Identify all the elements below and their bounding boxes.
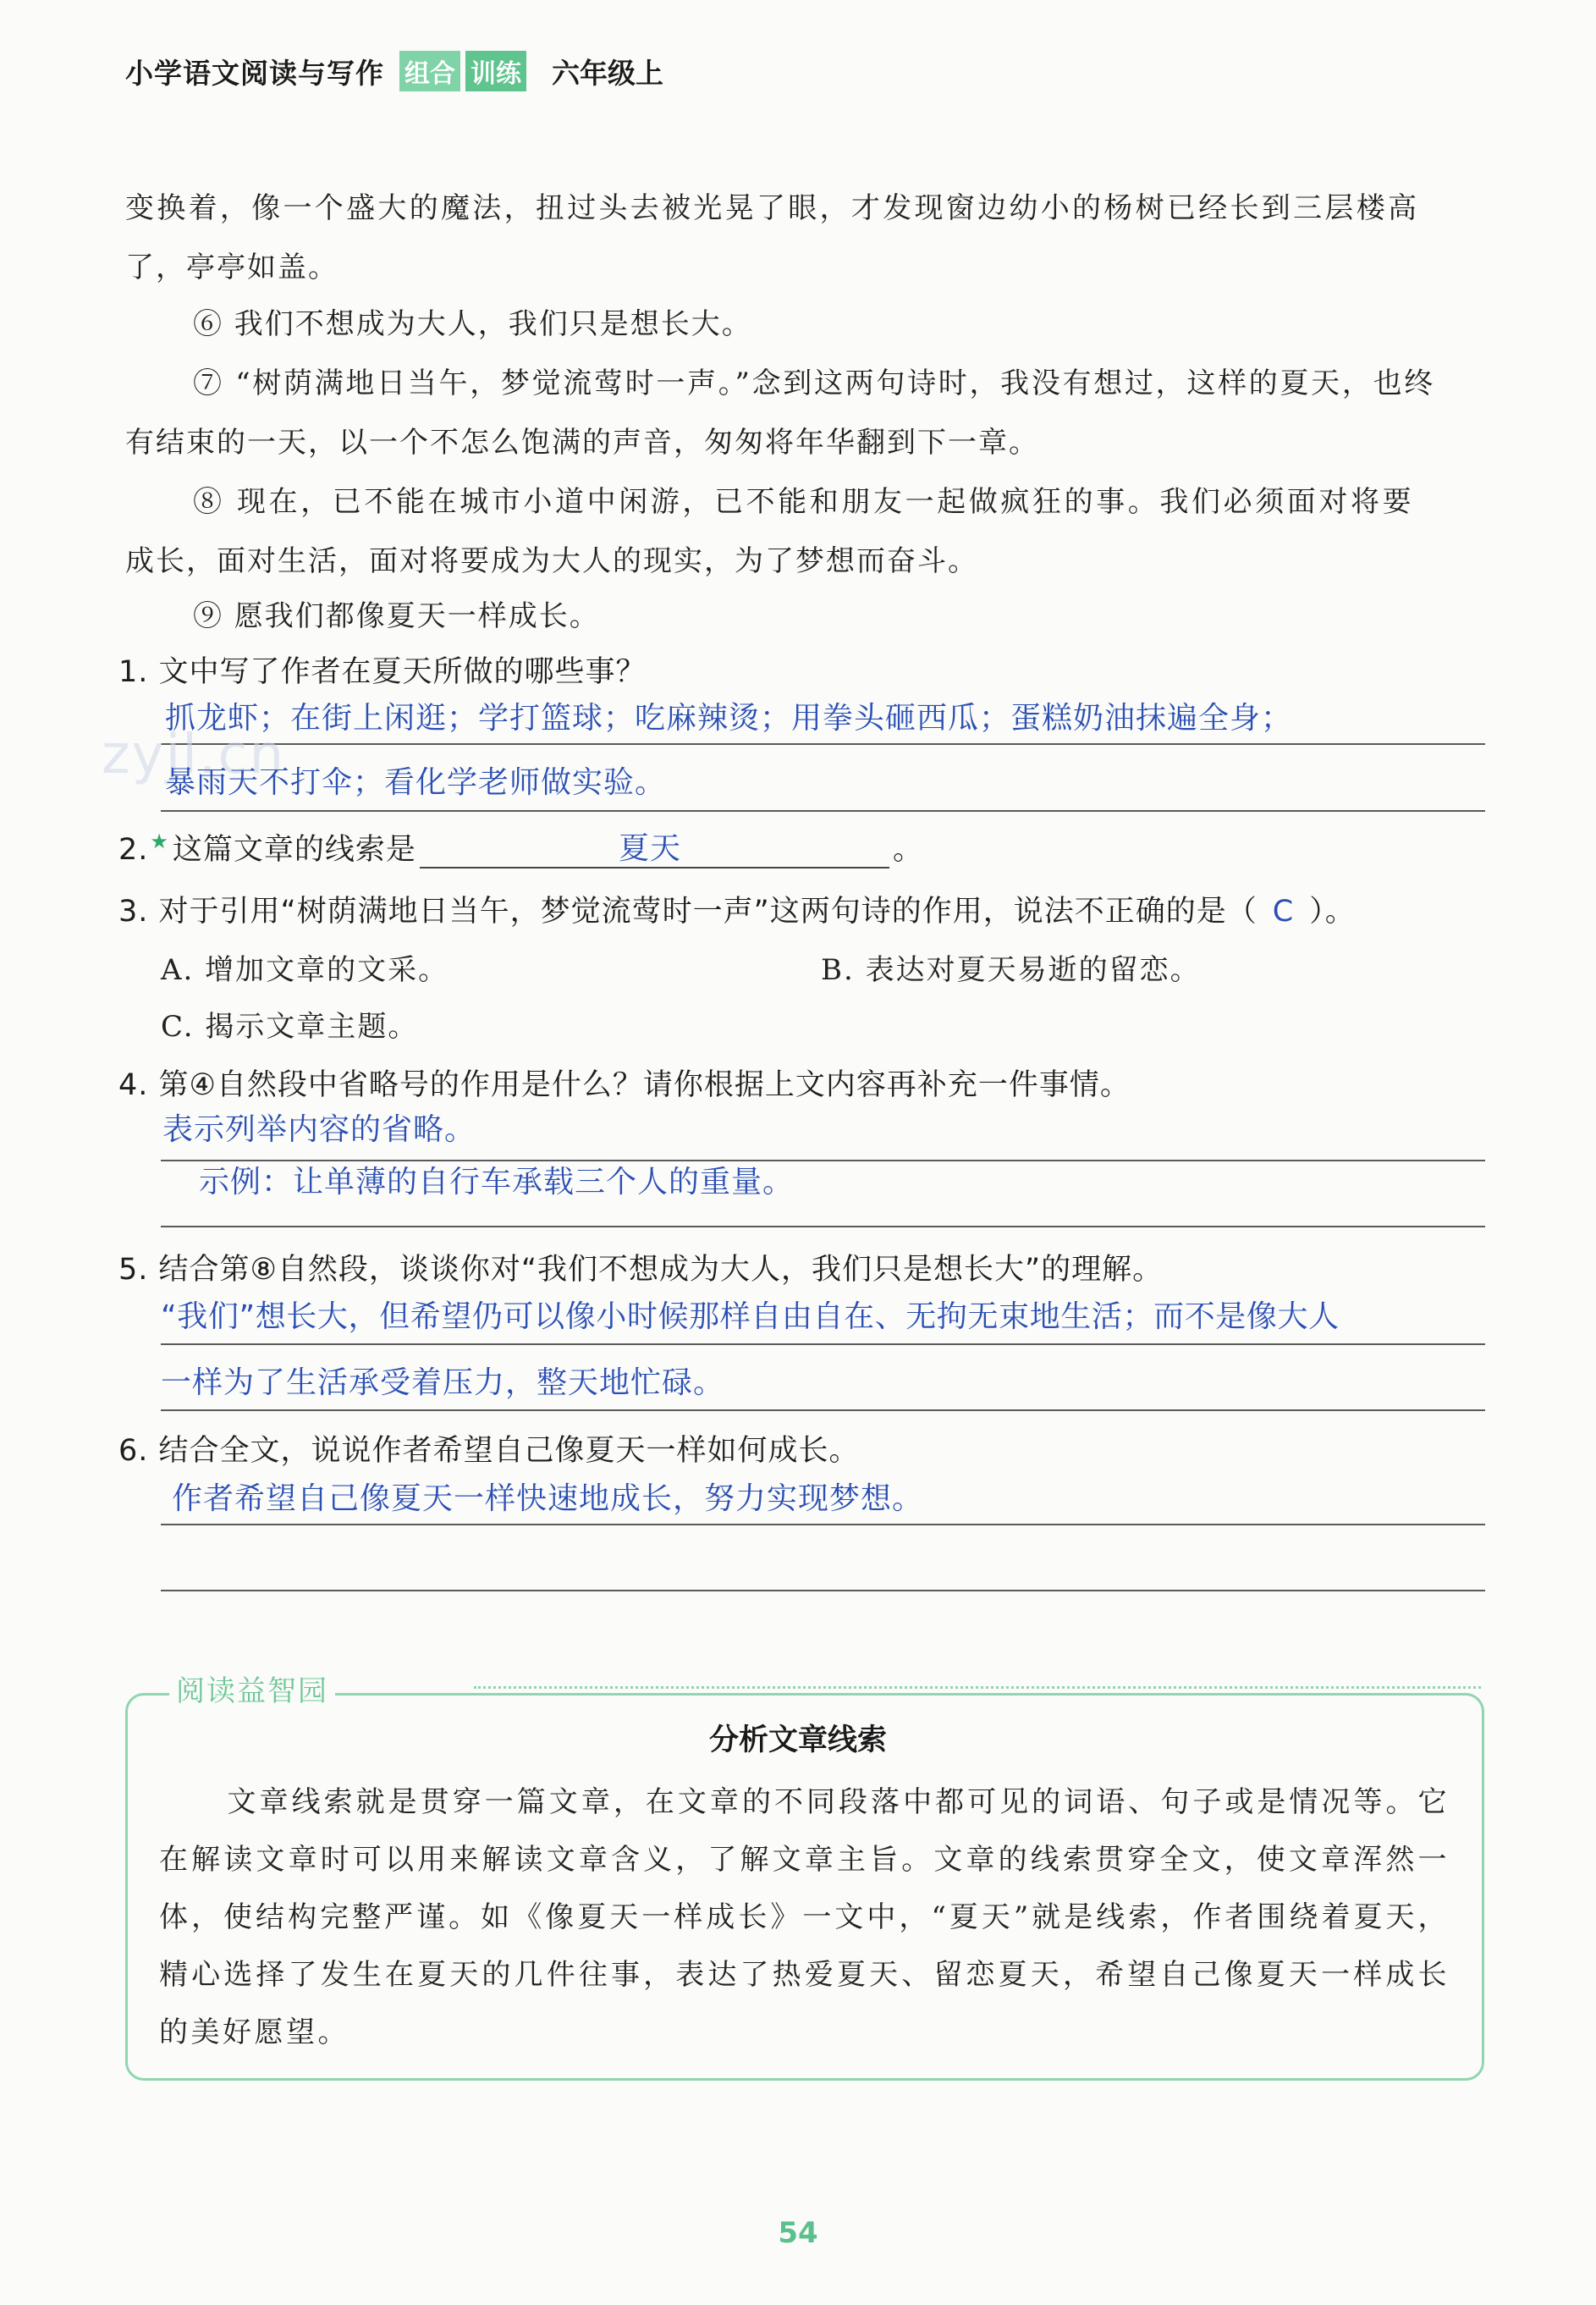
answer-line	[161, 1524, 1485, 1525]
paragraph-9: ⑨ 愿我们都像夏天一样成长。	[193, 599, 600, 633]
page-header	[125, 49, 663, 93]
paragraph-8-line-2: 成长，面对生活，面对将要成为大人的现实，为了梦想而奋斗。	[125, 544, 978, 578]
question-3	[118, 888, 1356, 930]
question-4: 4. 第④自然段中省略号的作用是什么？请你根据上文内容再补充一件事情。	[118, 1068, 1131, 1102]
answer-line	[161, 1590, 1485, 1591]
question-2-end: 。	[892, 833, 923, 867]
paragraph-7-line-1: ⑦ “树荫满地日当午，梦觉流莺时一声。”念到这两句诗时，我没有想过，这样的夏天，也终	[193, 367, 1435, 400]
passage-line-2: 了，亭亭如盖。	[125, 251, 338, 284]
answer-line	[161, 1343, 1485, 1345]
answer-2: 夏天	[618, 831, 681, 866]
question-3-end: ）。	[1309, 895, 1356, 929]
paragraph-6: ⑥ 我们不想成为大人，我们只是想长大。	[193, 307, 752, 341]
answer-line	[161, 743, 1485, 745]
answer-line	[161, 1226, 1485, 1227]
option-c: C. 揭示文章主题。	[161, 1010, 419, 1044]
tips-title: 分析文章线索	[708, 1723, 887, 1757]
answer-3: C	[1272, 895, 1295, 929]
answer-5-line-2: 一样为了生活承受着压力，整天地忙碌。	[161, 1365, 725, 1400]
page-number: 54	[778, 2216, 818, 2250]
tag-xunlian: 训练	[465, 51, 526, 91]
answer-4-line-1: 表示列举内容的省略。	[162, 1112, 476, 1147]
grade-label: 六年级上	[552, 56, 663, 90]
tips-label-text: 阅读益智园	[176, 1674, 328, 1708]
question-2-blank	[420, 831, 889, 869]
question-2	[118, 826, 923, 869]
answer-line	[161, 810, 1485, 812]
passage-line-1: 变换着，像一个盛大的魔法，扭过头去被光晃了眼，才发现窗边幼小的杨树已经长到三层楼高	[125, 191, 1420, 225]
question-3-text: 3. 对于引用“树荫满地日当午，梦觉流莺时一声”这两句诗的作用，说法不正确的是（	[118, 895, 1258, 929]
series-tag	[399, 51, 526, 91]
paragraph-8-line-1: ⑧ 现在，已不能在城市小道中闲游，已不能和朋友一起做疯狂的事。我们必须面对将要	[193, 485, 1415, 519]
star-icon: ★	[150, 830, 169, 854]
tips-body	[159, 1773, 1450, 2061]
tips-label	[169, 1668, 335, 1709]
answer-1-line-2: 暴雨天不打伞；看化学老师做实验。	[165, 765, 667, 800]
question-2-text: 这篇文章的线索是	[172, 833, 416, 867]
question-2-number: 2.	[118, 833, 149, 867]
answer-line	[161, 1409, 1485, 1411]
question-5: 5. 结合第⑧自然段，谈谈你对“我们不想成为大人，我们只是想长大”的理解。	[118, 1253, 1164, 1287]
answer-6-line-1: 作者希望自己像夏天一样快速地成长，努力实现梦想。	[172, 1481, 924, 1516]
answer-1-line-1: 抓龙虾；在街上闲逛；学打篮球；吃麻辣烫；用拳头砸西瓜；蛋糕奶油抹遍全身；	[165, 701, 1293, 736]
question-1: 1. 文中写了作者在夏天所做的哪些事？	[118, 655, 647, 689]
answer-5-line-1: “我们”想长大，但希望仍可以像小时候那样自由自在、无拘无束地生活；而不是像大人	[161, 1299, 1340, 1334]
question-6: 6. 结合全文，说说作者希望自己像夏天一样如何成长。	[118, 1434, 860, 1468]
tips-label-divider	[474, 1686, 1481, 1689]
option-b: B. 表达对夏天易逝的留恋。	[821, 953, 1201, 987]
tag-zuhe: 组合	[399, 51, 460, 91]
paragraph-7-line-2: 有结束的一天，以一个不怎么饱满的声音，匆匆将年华翻到下一章。	[125, 426, 1039, 460]
option-a: A. 增加文章的文采。	[161, 953, 449, 987]
watermark: zyjl.cn	[102, 724, 286, 786]
book-title: 小学语文阅读与写作	[125, 56, 384, 90]
tips-body-text: 文章线索就是贯穿一篇文章，在文章的不同段落中都可见的词语、句子或是情况等。它在解读文章时可以用来解读文章含义，了解文章主旨。文章的线索贯穿全文，使文章浑然一体，使结构完整严谨。如《像夏天一样成长》一文中，“夏天”就是线索，作者围绕着夏天，精心选择了发生在夏天的几件往事，表达了热爱夏天、留恋夏天，希望自己像夏天一样成长的美好愿望。	[159, 1785, 1450, 2049]
answer-4-line-2: 示例：让单薄的自行车承载三个人的重量。	[199, 1165, 795, 1199]
